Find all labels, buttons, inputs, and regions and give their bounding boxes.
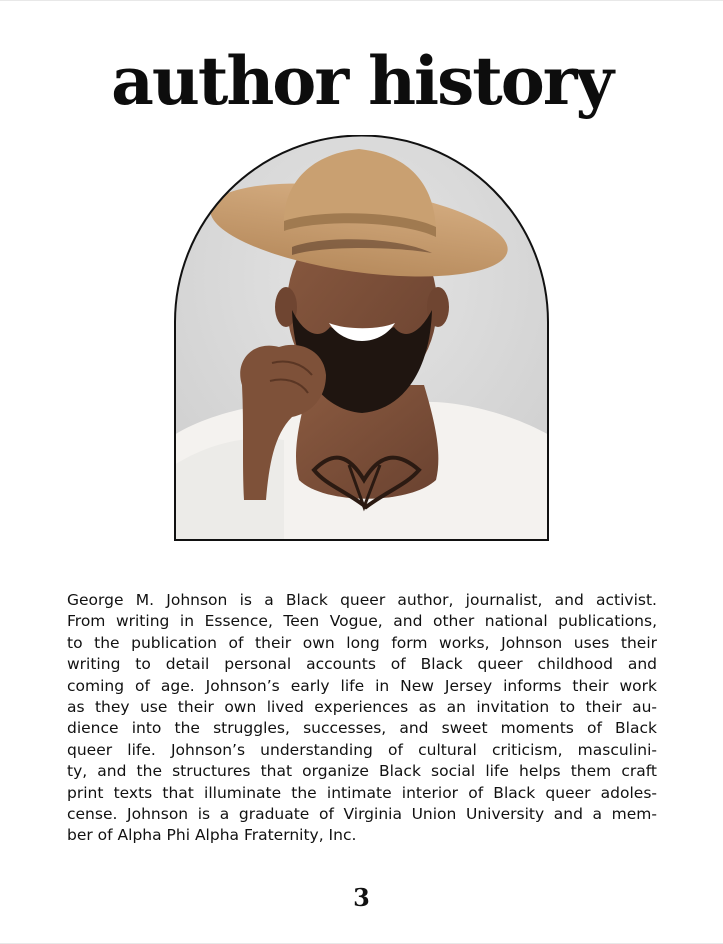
bio-line: to the publication of their own long form works, Johnson uses their — [67, 633, 657, 652]
bio-line: queer life. Johnson’s understanding of cultural criticism, masculini- — [67, 740, 657, 759]
bio-line: cense. Johnson is a graduate of Virginia Union University and a mem- — [67, 805, 657, 824]
bio-line: George M. Johnson is a Black queer author, journalist, and activist. — [67, 591, 657, 609]
bio-line: print texts that illuminate the intimate interior of Black queer adoles- — [67, 783, 657, 802]
bio-line: coming of age. Johnson’s early life in New Jersey informs their work — [67, 676, 657, 695]
bio-line: dience into the struggles, successes, and sweet moments of Black — [67, 719, 657, 738]
bio-line: as they use their own lived experiences as an invitation to their au- — [67, 698, 657, 717]
bio-line: ber of Alpha Phi Alpha Fraternity, Inc. — [67, 826, 357, 845]
page-title: author history — [111, 42, 612, 120]
bio-line: writing to detail personal accounts of Black queer childhood and — [67, 655, 657, 674]
author-portrait — [174, 135, 549, 541]
bio-line: ty, and the structures that organize Black social life helps them craft — [67, 762, 657, 781]
bio-line: From writing in Essence, Teen Vogue, and other national publications, — [67, 612, 657, 631]
page-number: 3 — [353, 883, 370, 912]
author-bio — [67, 590, 657, 847]
